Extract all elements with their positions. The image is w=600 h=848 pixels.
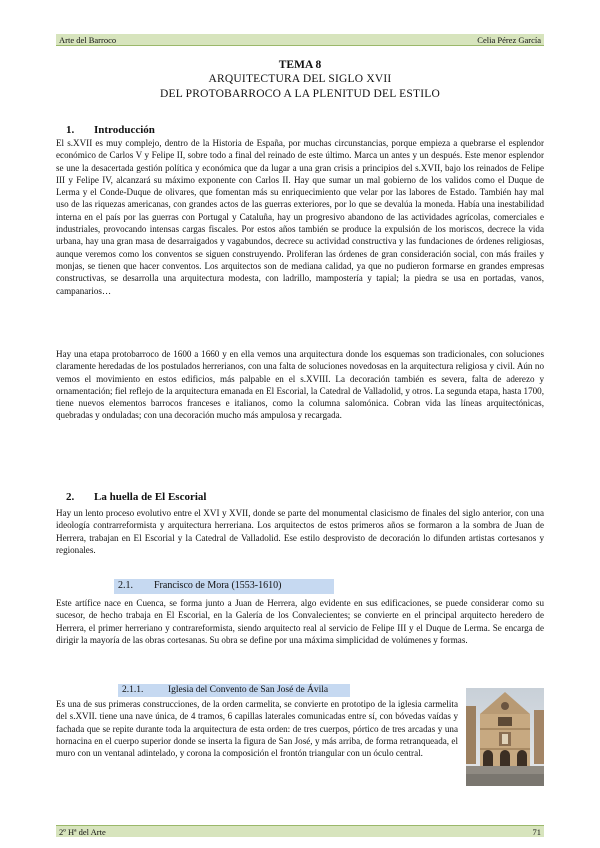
chapter-title-line: ARQUITECTURA DEL SIGLO XVII <box>208 73 392 85</box>
header-course: Arte del Barroco <box>59 34 117 45</box>
chapter-number: TEMA 8 <box>278 59 322 71</box>
subsection-heading-mora <box>114 579 334 594</box>
section-heading-2 <box>66 491 206 503</box>
section-number: 2. <box>66 491 75 503</box>
section-title: Introducción <box>94 124 155 136</box>
paragraph-san-jose: Es una de sus primeras construcciones, de la orden carmelita, se convierte en prototipo de la iglesia carmelita del s.XVII. tiene una nave única, de 4 tramos, 6 capillas laterales comunicadas entre sí, con bóvedas vaídas y fachada que se repite durante toda la arquitectura de esta orden: de tres cuerpos, pórtico de tres arcadas y una hornacina en el cuerpo superior donde se inserta la figura de San José, y más arriba, de forma retranqueada, el muro con un ventanal adintelado, y corona la composición el frontón triangular con un óculo central. <box>56 699 458 759</box>
section-number: 1. <box>66 124 75 136</box>
paragraph-protobarroco: Hay una etapa protobarroco de 1600 a 1660 y en ella vemos una arquitectura donde los esquemas son tradicionales, con soluciones claramente heredadas de los postulados herrerianos, con una falta de soluciones novedosas en la arquitectura religiosa y civil. Aún no vemos el movimiento en estos edificios, más palpable en el s.XVIII. La decoración también es severa, falta de aderezo y ornamentación; fiel reflejo de la arquitectura emanada en El Escorial, la Catedral de Valladolid, y otros. La segunda etapa, hasta 1700, tiene nuevos elementos barrocos franceses e italianos, como la columna salomónica. Cobran vida las líneas arquitectónicas, quebradas y onduladas; con una decoración mucho más ampulosa y recargada. <box>56 349 544 421</box>
section-heading-1 <box>66 124 155 136</box>
page-header <box>56 34 544 46</box>
chapter-subtitle: DEL PROTOBARROCO A LA PLENITUD DEL ESTILO <box>160 88 440 100</box>
subsubsection-title: Iglesia del Convento de San José de Ávila <box>168 685 329 695</box>
page-number: 71 <box>532 826 541 837</box>
footer-course: 2º Hª del Arte <box>59 826 106 837</box>
section-title: La huella de El Escorial <box>94 491 207 503</box>
church-facade-photo <box>466 688 544 786</box>
subsection-title: Francisco de Mora (1553-1610) <box>154 580 282 591</box>
paragraph-mora: Este artífice nace en Cuenca, se forma junto a Juan de Herrera, algo evidente en sus edificaciones, se puede considerar como su sucesor, de hecho trabaja en El Escorial, en la Galería de los Convalecientes; se convierte en el principal arquitecto heredero de Herrera, el primer herreriano y contrareformista, siendo arquitecto real al servicio de Felipe III y el Duque de Lerma. Se encarga de dirigir la mayoría de las obras cortesanas. Su obra se define por una máxima simplicidad de volúmenes y formas. <box>56 598 544 645</box>
chapter-title <box>56 58 544 102</box>
header-author: Celia Pérez García <box>477 34 541 45</box>
church-facade-illustration <box>466 688 544 786</box>
subsubsection-heading-san-jose <box>118 684 350 697</box>
paragraph-intro: El s.XVII es muy complejo, dentro de la Historia de España, por muchas circunstancias, porque empieza a quebrarse el esplendor económico de Carlos V y Felipe II, sobre todo a final del reinado de este último. Marca un antes y un después. Este menor esplendor se une la desacertada gestión política y económica que da lugar a una gran crisis a principios del s.XVII, bajo los reinados de Felipe III y Felipe IV, alcanzará su máximo exponente con Carlos II. Hay que sumar un mal gobierno de los validos como el Duque de Lerma y el Conde-Duque de olivares, que fomentan más su enriquecimiento que velar por las labores de Estado. También hay mal uso de las riquezas americanas, con grandes actos de las guerras exteriores, por lo que se devalúa la moneda. Había una inestabilidad interna en el país por las guerras con Portugal y Cataluña, hay un progresivo abandono de las actividades agrícolas, comerciales e industriales, provocando intensas cargas fiscales. Por estos años también se produce la expulsión de los moriscos, decrece la vida urbana, hay una gran masa de desarraigados y vagabundos, decrece su actividad constructiva y las fundaciones de órdenes religiosas, aunque veremos como los conventos se siguen construyendo. Proliferan las órdenes de gran consideración social, con más frailes y monjas, se tienen que hacer conventos. Los arquitectos son de mediana calidad, ya que no pudieron formarse en grandes empresas constructivas, se desarrolla una arquitectura modesta, con ladrillo, mampostería y tapial; la piedra se usa en portadas, vanos, campanarios… <box>56 138 544 296</box>
subsubsection-number: 2.1.1. <box>122 685 144 695</box>
paragraph-escorial: Hay un lento proceso evolutivo entre el XVI y XVII, donde se parte del monumental clasicismo de finales del siglo anterior, con una ideología contrarreformista y arquitectura herreriana. Los arquitectos de estos primeros años se formaron a la sombra de Juan de Herrera, trabajan en El Escorial y la Catedral de Valladolid. Ese estilo desprovisto de decoración lo difunden artistas cortesanos y regionales. <box>56 508 544 555</box>
page-footer <box>56 825 544 837</box>
subsection-number: 2.1. <box>118 580 133 591</box>
